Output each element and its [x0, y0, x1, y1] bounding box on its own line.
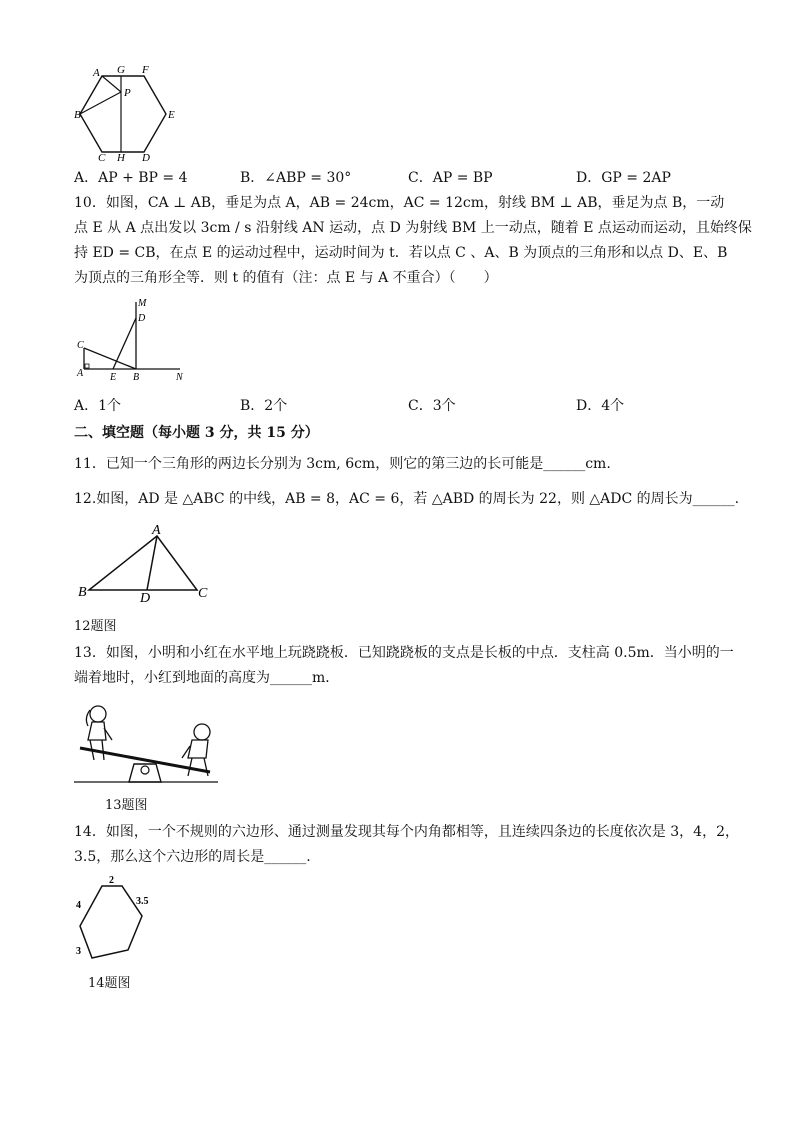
label-a: A — [93, 67, 100, 79]
hexagon-shape — [80, 76, 166, 152]
label-b: B — [74, 109, 81, 121]
label-b: B — [78, 585, 87, 600]
label-d: D — [138, 313, 146, 324]
q9-option-b: B．∠ABP = 30° — [240, 170, 352, 186]
q9-option-a: A．AP + BP = 4 — [74, 170, 188, 186]
label-f: F — [142, 64, 149, 76]
q13-caption: 13题图 — [105, 798, 148, 813]
q14-line-1: 14．如图，一个不规则的六边形、通过测量发现其每个内角都相等，且连续四条边的长度依次是 3，4，2， — [74, 824, 739, 840]
q10-line-2: 点 E 从 A 点出发以 3cm / s 沿射线 AN 运动，点 D 为射线 BM 上一动点，随着 E 点运动而运动，且始终保 — [74, 220, 752, 236]
q11-text: 11．已知一个三角形的两边长分别为 3cm, 6cm，则它的第三边的长可能是______cm. — [74, 456, 611, 472]
label-m: M — [138, 298, 147, 309]
q10-option-a: A．1个 — [74, 398, 122, 414]
q13-line-1: 13．如图，小明和小红在水平地上玩跷跷板．已知跷跷板的支点是长板的中点．支柱高 0.5m．当小明的一 — [74, 645, 734, 661]
q14-line-2: 3.5，那么这个六边形的周长是______. — [74, 849, 311, 865]
label-e: E — [110, 372, 117, 383]
q12-triangle-figure — [74, 522, 214, 604]
label-p: P — [124, 87, 131, 99]
label-c: C — [98, 152, 106, 162]
label-a: A — [77, 368, 84, 379]
q14-caption: 14题图 — [88, 976, 131, 991]
q9-option-c: C．AP = BP — [408, 170, 493, 186]
seesaw-illustration — [74, 696, 218, 790]
q10-option-b: B．2个 — [240, 398, 288, 414]
label-b: B — [133, 372, 140, 383]
q10-figure — [74, 296, 190, 386]
q10-line-1: 10．如图，CA ⊥ AB，垂足为点 A，AB = 24cm，AC = 12cm，射线 BM ⊥ AB，垂足为点 B，一动 — [74, 195, 725, 211]
q12-caption: 12题图 — [74, 619, 117, 634]
q10-line-3: 持 ED = CB，在点 E 的运动过程中，运动时间为 t．若以点 C 、A、B 为顶点的三角形和以点 D、E、B — [74, 245, 728, 261]
label-a: A — [152, 523, 161, 538]
hexagon-figure — [74, 62, 186, 162]
q14-hexagon-figure — [74, 872, 156, 968]
q10-option-d: D．4个 — [576, 398, 625, 414]
label-c: C — [198, 586, 208, 601]
label-n: N — [176, 372, 183, 383]
label-d: D — [140, 591, 151, 604]
q12-text: 12.如图，AD 是 △ABC 的中线，AB = 8，AC = 6，若 △ABD 的周长为 22，则 △ADC 的周长为______. — [74, 491, 740, 507]
label-side-2: 2 — [109, 875, 114, 886]
section-heading: 二、填空题（每小题 3 分，共 15 分） — [74, 425, 319, 441]
q10-line-4: 为顶点的三角形全等．则 t 的值有（注：点 E 与 A 不重合）（ ） — [74, 270, 498, 286]
label-d: D — [142, 152, 150, 162]
label-g: G — [117, 64, 125, 76]
label-c: C — [77, 340, 84, 351]
label-side-3-5: 3.5 — [136, 896, 149, 907]
label-side-4: 4 — [76, 900, 81, 911]
q9-option-d: D．GP = 2AP — [576, 170, 671, 186]
label-h: H — [117, 152, 125, 162]
label-side-3: 3 — [76, 946, 81, 957]
q10-option-c: C．3个 — [408, 398, 456, 414]
q13-line-2: 端着地时，小红到地面的高度为______m． — [74, 670, 340, 686]
label-e: E — [168, 109, 175, 121]
